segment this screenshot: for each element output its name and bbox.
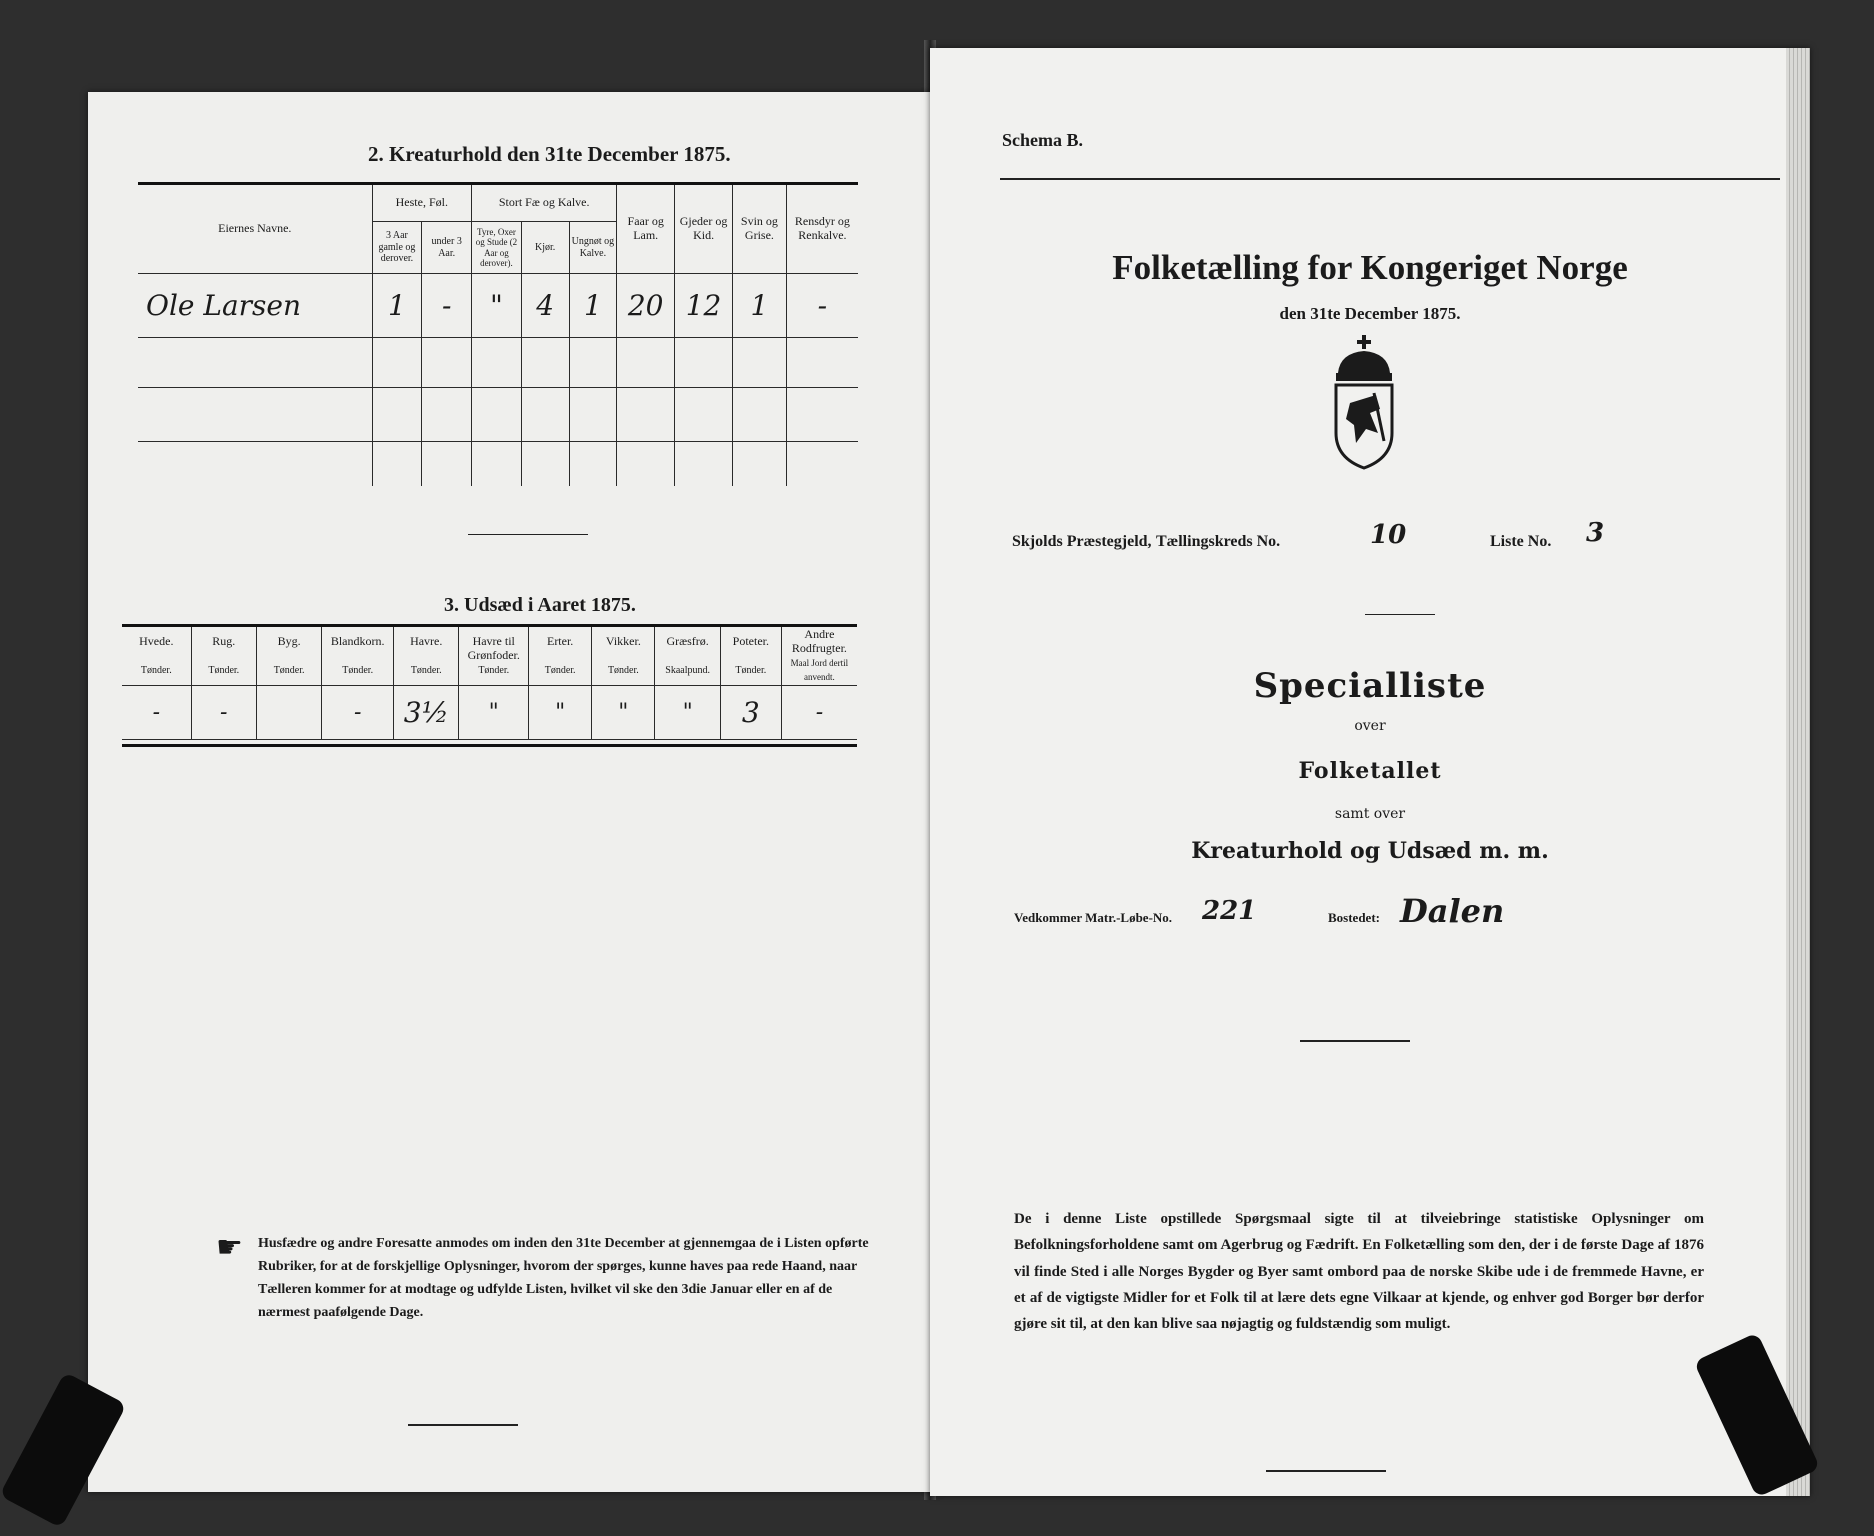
andre-rodfrugter-value: -: [781, 686, 857, 740]
rensdyr-value: -: [786, 274, 858, 338]
col-storfe-c: Ungnøt og Kalve.: [569, 222, 617, 274]
schema-label: Schema B.: [1002, 130, 1083, 150]
instruction-note: Husfædre og andre Foresatte anmodes om inden den 31te December at gjennemgaa de i Listen opførte Rubriker, for at de forskjellige Oplysninger, hvorom der spørges, kunne haves paa rede Haand, naar Tælleren kommer for at modtage og udfylde Listen, hvilket vil ske den 3die Januar eller en af de nærmest paafølgende Dage.: [258, 1236, 869, 1321]
col-heste-b: under 3 Aar.: [422, 222, 472, 274]
divider-3: [1266, 1470, 1386, 1472]
col-heste-a: 3 Aar gamle og derover.: [372, 222, 422, 274]
table-bottom-rule: [122, 744, 857, 747]
erter-value: ": [529, 686, 592, 740]
col-storfe-b: Kjør.: [521, 222, 569, 274]
header-rule: [1000, 178, 1780, 180]
col-rug: Rug. Tønder.: [191, 626, 256, 686]
matr-value: 221: [1202, 896, 1257, 926]
divider-bottom: [408, 1424, 518, 1426]
col-faar: Faar og Lam.: [617, 184, 675, 274]
col-byg: Byg. Tønder.: [256, 626, 321, 686]
seed-table: [122, 624, 857, 740]
specialliste-heading: Specialliste: [1253, 666, 1487, 706]
col-poteter: Poteter. Tønder.: [720, 626, 781, 686]
divider-2: [1300, 1040, 1410, 1042]
right-page: [930, 48, 1810, 1496]
norway-coat-of-arms-icon: [1326, 333, 1416, 473]
livestock-table: [138, 182, 858, 486]
havre-gronfoder-value: ": [459, 686, 529, 740]
krets-value: 10: [1370, 520, 1407, 550]
rug-value: -: [191, 686, 256, 740]
col-blandkorn: Blandkorn. Tønder.: [322, 626, 394, 686]
liste-label: Liste No.: [1490, 533, 1552, 550]
havre-value: 3½: [394, 686, 459, 740]
ungnot-value: 1: [569, 274, 617, 338]
col-andre-rodfrugter: Andre Rodfrugter. Maal Jord dertil anvendt.: [781, 626, 857, 686]
kreaturhold-heading: Kreaturhold og Udsæd m. m.: [1191, 838, 1549, 864]
col-havre-gronfoder: Havre til Grønfoder. Tønder.: [459, 626, 529, 686]
col-gjeder: Gjeder og Kid.: [675, 184, 733, 274]
col-heste: Heste, Føl.: [372, 184, 472, 222]
faar-value: 20: [617, 274, 675, 338]
krets-label: Tællingskreds No.: [1156, 533, 1281, 550]
bleed-through-text: [688, 112, 928, 142]
col-rensdyr: Rensdyr og Renkalve.: [786, 184, 858, 274]
col-graesfro: Græsfrø. Skaalpund.: [655, 626, 720, 686]
census-date: den 31te December 1875.: [1279, 304, 1461, 323]
divider-1: [1365, 614, 1435, 615]
heste-3plus-value: 1: [372, 274, 422, 338]
col-owner: Eiernes Navne.: [138, 184, 372, 274]
col-svin: Svin og Grise.: [733, 184, 787, 274]
poteter-value: 3: [720, 686, 781, 740]
bostedet-value: Dalen: [1400, 892, 1505, 930]
graesfro-value: ": [655, 686, 720, 740]
section3-title: 3. Udsæd i Aaret 1875.: [444, 594, 636, 616]
col-hvede: Hvede. Tønder.: [122, 626, 191, 686]
samt-over: samt over: [1334, 806, 1406, 822]
svin-value: 1: [733, 274, 787, 338]
col-havre: Havre. Tønder.: [394, 626, 459, 686]
blandkorn-value: -: [322, 686, 394, 740]
section2-title: 2. Kreaturhold den 31te December 1875.: [368, 142, 731, 166]
owner-name: Ole Larsen: [138, 274, 372, 338]
vikker-value: ": [592, 686, 655, 740]
heste-under3-value: -: [422, 274, 472, 338]
col-storfe: Stort Fæ og Kalve.: [472, 184, 617, 222]
explanatory-paragraph: De i denne Liste opstillede Spørgsmaal sigte til at tilveiebringe statistiske Oplysninger om Befolkningsforholdene samt om Agerbrug og Fædrift. En Folketælling som den, der i de første Dage af 1876 vil finde Sted i alle Norges Bygder og Byer samt ombord paa de norske Skibe ude i de fremmede Havne, er et af de vigtigste Midler for et Folk til at lære dets egne Vilkaar at kjende, og enhver god Borger bør derfor gjøre sit til, at den kan blive saa nøjagtig og fuldstændig som muligt.: [1014, 1211, 1704, 1332]
divider: [468, 534, 588, 535]
hvede-value: -: [122, 686, 191, 740]
col-storfe-a: Tyre, Oxer og Stude (2 Aar og derover).: [472, 222, 522, 274]
gjeder-value: 12: [675, 274, 733, 338]
prestegjeld-label: Skjolds Præstegjeld,: [1012, 533, 1152, 550]
census-title: Folketælling for Kongeriget Norge: [1112, 248, 1628, 287]
bostedet-label: Bostedet:: [1328, 910, 1380, 925]
folketallet-heading: Folketallet: [1298, 758, 1442, 784]
kjor-value: 4: [521, 274, 569, 338]
col-vikker: Vikker. Tønder.: [592, 626, 655, 686]
pointing-hand-icon: ☛: [216, 1231, 243, 1264]
byg-value: [256, 686, 321, 740]
tyre-value: ": [472, 274, 522, 338]
col-erter: Erter. Tønder.: [529, 626, 592, 686]
matr-label: Vedkommer Matr.-Løbe-No.: [1014, 910, 1173, 925]
over-1: over: [1354, 718, 1386, 734]
left-page: [88, 92, 940, 1492]
liste-value: 3: [1586, 518, 1605, 548]
